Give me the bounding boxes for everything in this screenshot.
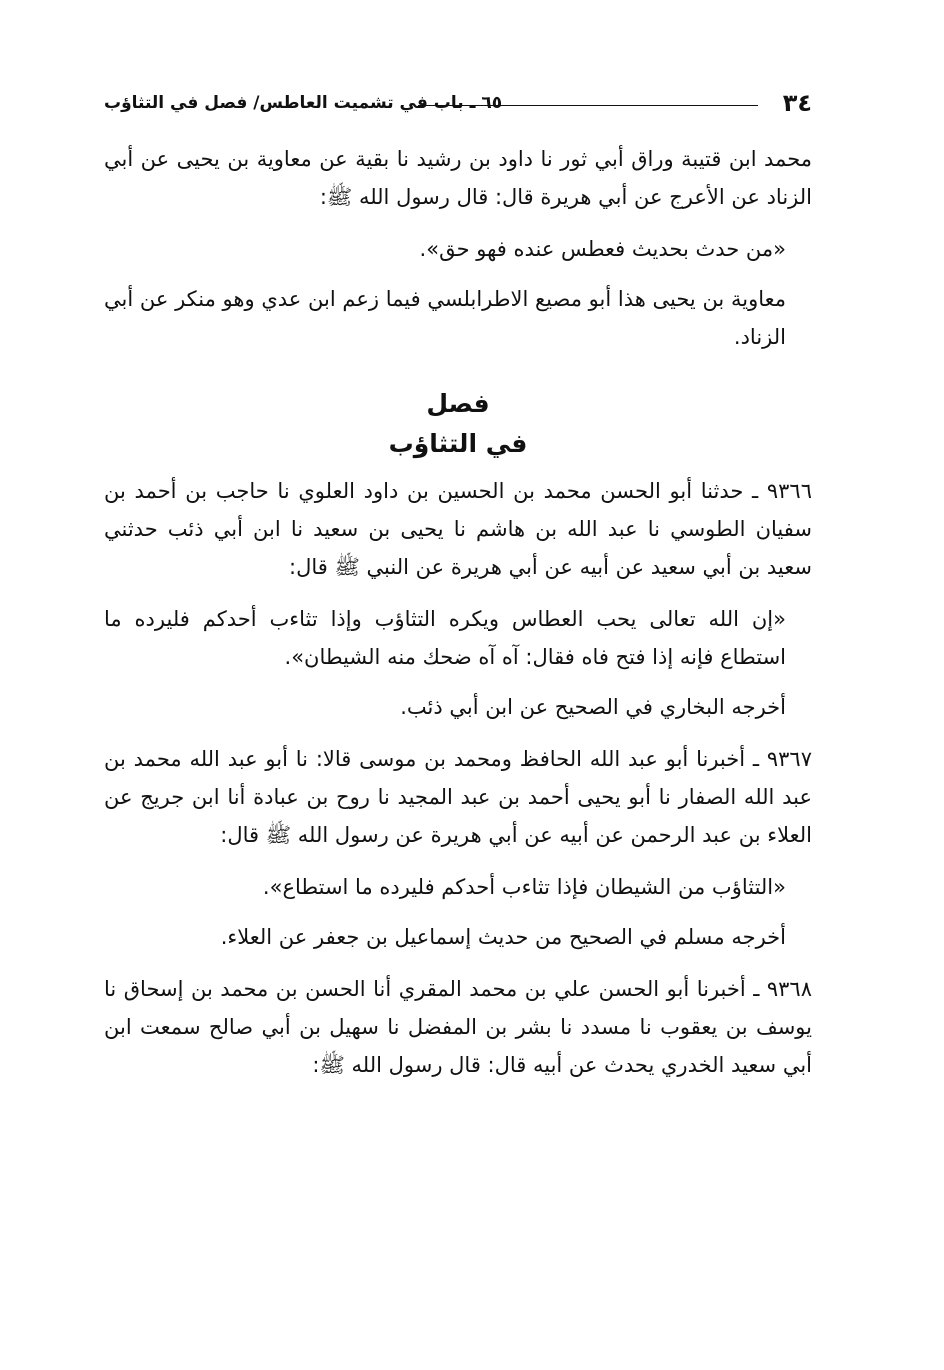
- hadith-9366-text: «إن الله تعالى يحب العطاس ويكره التثاؤب وإذا تثاءب أحدكم فليرده ما استطاع فإنه إذا فتح فاه فقال: آه آه ضحك منه الشيطان».: [104, 607, 786, 669]
- hadith-9367: ٩٣٦٧ ـ أخبرنا أبو عبد الله الحافظ ومحمد بن موسى قالا: نا أبو عبد الله محمد بن عبد الله الصفار نا أبو يحيى أحمد بن عبد المجيد نا روح بن عبادة أنا ابن جريج عن العلاء بن عبد الرحمن عن أبيه عن أبي هريرة عن رسول الله ﷺ قال:: [104, 747, 812, 847]
- section-subtitle: في التثاؤب: [388, 429, 528, 458]
- running-header: [104, 88, 812, 118]
- page-body: [104, 140, 812, 1084]
- page-number: ٣٤: [782, 89, 812, 117]
- hadith-9367-text: «التثاؤب من الشيطان فإذا تثاءب أحدكم فليرده ما استطاع».: [262, 875, 786, 899]
- book-page: [104, 88, 812, 1098]
- hadith-9366: ٩٣٦٦ ـ حدثنا أبو الحسن محمد بن الحسين بن داود العلوي نا حاجب بن أحمد بن سفيان الطوسي نا عبد الله بن هاشم نا يحيى بن سعيد نا ابن أبي ذئب حدثني سعيد بن أبي سعيد عن أبيه عن أبي هريرة عن النبي ﷺ قال:: [104, 479, 812, 579]
- commentary-paragraph: معاوية بن يحيى هذا أبو مصيع الاطرابلسي فيما زعم ابن عدي وهو منكر عن أبي الزناد.: [104, 287, 786, 349]
- hadith-9366-note: أخرجه البخاري في الصحيح عن ابن أبي ذئب.: [400, 695, 786, 719]
- hadith-9367-note: أخرجه مسلم في الصحيح من حديث إسماعيل بن جعفر عن العلاء.: [220, 925, 786, 949]
- section-title: فصل: [426, 389, 490, 418]
- running-title: ٦٥ ـ باب في تشميت العاطس/ فصل في التثاؤب: [104, 93, 503, 113]
- paragraph-isnad: محمد ابن قتيبة وراق أبي ثور نا داود بن رشيد نا بقية عن معاوية بن يحيى عن أبي الزناد عن الأعرج عن أبي هريرة قال: قال رسول الله ﷺ:: [104, 147, 812, 209]
- hadith-quote: «من حدث بحديث فعطس عنده فهو حق».: [419, 237, 786, 261]
- hadith-9368: ٩٣٦٨ ـ أخبرنا أبو الحسن علي بن محمد المقري أنا الحسن بن محمد بن إسحاق نا يوسف بن يعقوب نا مسدد نا بشر بن المفضل نا سهيل بن أبي صالح سمعت ابن أبي سعيد الخدري يحدث عن أبيه قال: قال رسول الله ﷺ:: [104, 977, 812, 1077]
- section-heading-block: [104, 384, 812, 464]
